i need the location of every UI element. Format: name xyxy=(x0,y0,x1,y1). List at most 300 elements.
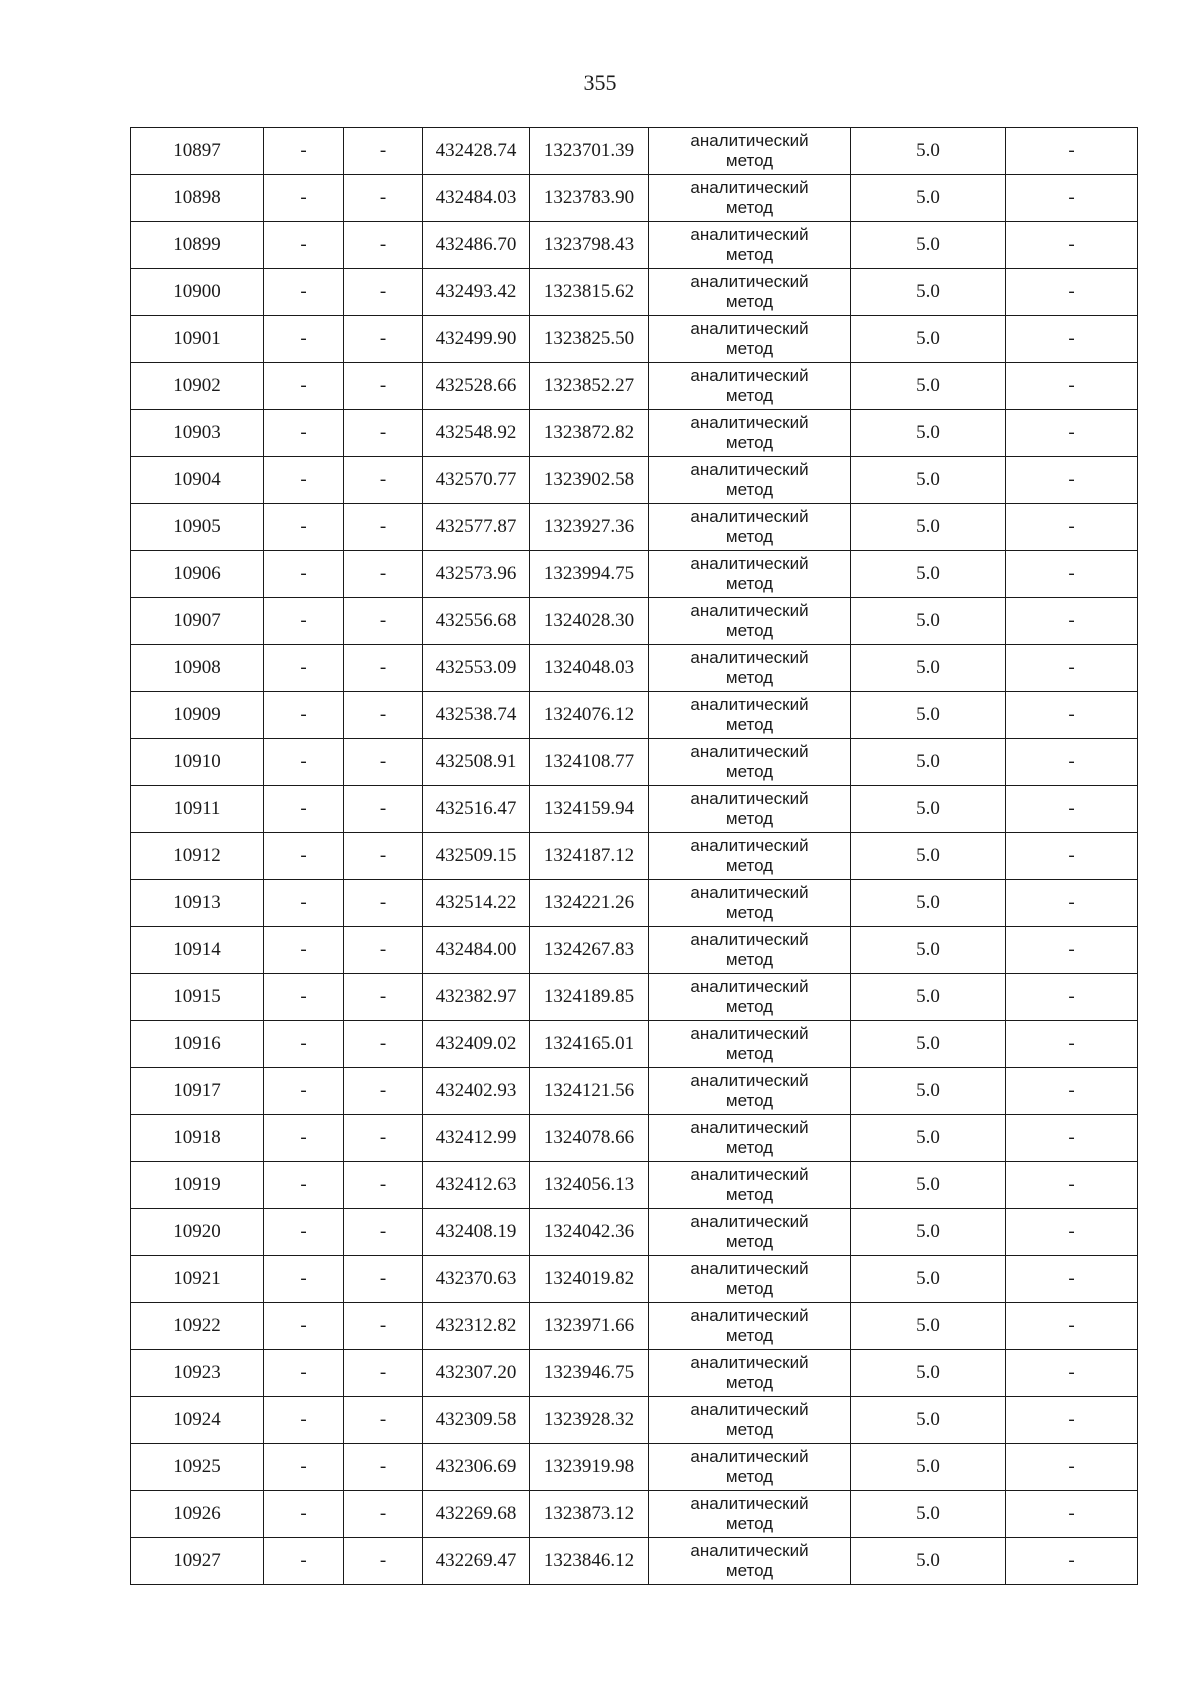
method-line-2: метод xyxy=(725,1514,774,1533)
empty-cell: - xyxy=(344,504,423,551)
method-line-2: метод xyxy=(725,997,774,1016)
method-line-2: метод xyxy=(725,903,774,922)
precision-cell: 5.0 xyxy=(851,1021,1006,1068)
method-cell xyxy=(649,1350,851,1397)
precision-cell: 5.0 xyxy=(851,1068,1006,1115)
method-line-2: метод xyxy=(725,480,774,499)
y-coordinate-cell: 1324189.85 xyxy=(530,974,649,1021)
x-coordinate-cell: 432402.93 xyxy=(423,1068,530,1115)
point-number-cell: 10921 xyxy=(131,1256,264,1303)
empty-cell: - xyxy=(1006,974,1138,1021)
table-row xyxy=(131,410,1138,457)
precision-cell: 5.0 xyxy=(851,316,1006,363)
method-line-1: аналитический xyxy=(690,601,809,620)
method-cell xyxy=(649,1021,851,1068)
table-row xyxy=(131,645,1138,692)
method-line-2: метод xyxy=(725,151,774,170)
table-row xyxy=(131,551,1138,598)
precision-cell: 5.0 xyxy=(851,128,1006,175)
y-coordinate-cell: 1323701.39 xyxy=(530,128,649,175)
x-coordinate-cell: 432548.92 xyxy=(423,410,530,457)
empty-cell: - xyxy=(1006,1256,1138,1303)
y-coordinate-cell: 1323994.75 xyxy=(530,551,649,598)
method-cell xyxy=(649,927,851,974)
precision-cell: 5.0 xyxy=(851,927,1006,974)
empty-cell: - xyxy=(344,786,423,833)
empty-cell: - xyxy=(1006,1350,1138,1397)
empty-cell: - xyxy=(344,833,423,880)
method-line-2: метод xyxy=(725,1185,774,1204)
table-row xyxy=(131,1397,1138,1444)
empty-cell: - xyxy=(344,551,423,598)
table-row xyxy=(131,786,1138,833)
x-coordinate-cell: 432412.99 xyxy=(423,1115,530,1162)
empty-cell: - xyxy=(264,222,344,269)
y-coordinate-cell: 1323902.58 xyxy=(530,457,649,504)
method-line-1: аналитический xyxy=(690,272,809,291)
empty-cell: - xyxy=(344,1256,423,1303)
x-coordinate-cell: 432309.58 xyxy=(423,1397,530,1444)
empty-cell: - xyxy=(1006,1538,1138,1585)
table-row xyxy=(131,1068,1138,1115)
method-cell xyxy=(649,1256,851,1303)
empty-cell: - xyxy=(264,551,344,598)
point-number-cell: 10903 xyxy=(131,410,264,457)
method-cell xyxy=(649,1444,851,1491)
precision-cell: 5.0 xyxy=(851,645,1006,692)
empty-cell: - xyxy=(1006,739,1138,786)
method-line-2: метод xyxy=(725,292,774,311)
point-number-cell: 10910 xyxy=(131,739,264,786)
method-line-1: аналитический xyxy=(690,225,809,244)
method-line-1: аналитический xyxy=(690,131,809,150)
precision-cell: 5.0 xyxy=(851,1444,1006,1491)
empty-cell: - xyxy=(344,1491,423,1538)
y-coordinate-cell: 1323927.36 xyxy=(530,504,649,551)
method-cell xyxy=(649,363,851,410)
table-row xyxy=(131,222,1138,269)
table-row xyxy=(131,1538,1138,1585)
point-number-cell: 10915 xyxy=(131,974,264,1021)
y-coordinate-cell: 1323873.12 xyxy=(530,1491,649,1538)
point-number-cell: 10923 xyxy=(131,1350,264,1397)
point-number-cell: 10926 xyxy=(131,1491,264,1538)
empty-cell: - xyxy=(264,1209,344,1256)
point-number-cell: 10920 xyxy=(131,1209,264,1256)
precision-cell: 5.0 xyxy=(851,1162,1006,1209)
y-coordinate-cell: 1323815.62 xyxy=(530,269,649,316)
x-coordinate-cell: 432370.63 xyxy=(423,1256,530,1303)
table-row xyxy=(131,927,1138,974)
method-line-1: аналитический xyxy=(690,1118,809,1137)
precision-cell: 5.0 xyxy=(851,1491,1006,1538)
empty-cell: - xyxy=(1006,927,1138,974)
x-coordinate-cell: 432553.09 xyxy=(423,645,530,692)
empty-cell: - xyxy=(264,1256,344,1303)
empty-cell: - xyxy=(344,598,423,645)
method-line-2: метод xyxy=(725,1420,774,1439)
method-cell xyxy=(649,974,851,1021)
point-number-cell: 10914 xyxy=(131,927,264,974)
table-row xyxy=(131,128,1138,175)
table-row xyxy=(131,880,1138,927)
table-row xyxy=(131,1303,1138,1350)
method-line-2: метод xyxy=(725,621,774,640)
empty-cell: - xyxy=(1006,1209,1138,1256)
method-cell xyxy=(649,1209,851,1256)
empty-cell: - xyxy=(1006,269,1138,316)
page-number: 355 xyxy=(583,70,617,95)
x-coordinate-cell: 432570.77 xyxy=(423,457,530,504)
method-cell xyxy=(649,1068,851,1115)
x-coordinate-cell: 432508.91 xyxy=(423,739,530,786)
method-line-2: метод xyxy=(725,1326,774,1345)
point-number-cell: 10909 xyxy=(131,692,264,739)
point-number-cell: 10904 xyxy=(131,457,264,504)
empty-cell: - xyxy=(344,1162,423,1209)
x-coordinate-cell: 432409.02 xyxy=(423,1021,530,1068)
method-cell xyxy=(649,692,851,739)
precision-cell: 5.0 xyxy=(851,692,1006,739)
empty-cell: - xyxy=(1006,1115,1138,1162)
empty-cell: - xyxy=(1006,692,1138,739)
y-coordinate-cell: 1324042.36 xyxy=(530,1209,649,1256)
method-line-2: метод xyxy=(725,1279,774,1298)
empty-cell: - xyxy=(264,786,344,833)
method-line-1: аналитический xyxy=(690,1071,809,1090)
precision-cell: 5.0 xyxy=(851,175,1006,222)
precision-cell: 5.0 xyxy=(851,833,1006,880)
empty-cell: - xyxy=(1006,1491,1138,1538)
precision-cell: 5.0 xyxy=(851,269,1006,316)
method-line-1: аналитический xyxy=(690,1353,809,1372)
precision-cell: 5.0 xyxy=(851,551,1006,598)
y-coordinate-cell: 1324028.30 xyxy=(530,598,649,645)
table-row xyxy=(131,504,1138,551)
empty-cell: - xyxy=(1006,175,1138,222)
point-number-cell: 10924 xyxy=(131,1397,264,1444)
empty-cell: - xyxy=(1006,598,1138,645)
method-cell xyxy=(649,1303,851,1350)
method-line-2: метод xyxy=(725,715,774,734)
x-coordinate-cell: 432269.68 xyxy=(423,1491,530,1538)
y-coordinate-cell: 1323872.82 xyxy=(530,410,649,457)
empty-cell: - xyxy=(1006,880,1138,927)
method-line-1: аналитический xyxy=(690,883,809,902)
method-line-2: метод xyxy=(725,1561,774,1580)
empty-cell: - xyxy=(264,1068,344,1115)
method-line-1: аналитический xyxy=(690,1494,809,1513)
method-cell xyxy=(649,1397,851,1444)
point-number-cell: 10905 xyxy=(131,504,264,551)
x-coordinate-cell: 432493.42 xyxy=(423,269,530,316)
empty-cell: - xyxy=(1006,363,1138,410)
point-number-cell: 10908 xyxy=(131,645,264,692)
x-coordinate-cell: 432528.66 xyxy=(423,363,530,410)
method-line-2: метод xyxy=(725,339,774,358)
empty-cell: - xyxy=(264,645,344,692)
method-cell xyxy=(649,410,851,457)
point-number-cell: 10927 xyxy=(131,1538,264,1585)
y-coordinate-cell: 1324019.82 xyxy=(530,1256,649,1303)
method-line-2: метод xyxy=(725,1091,774,1110)
point-number-cell: 10917 xyxy=(131,1068,264,1115)
x-coordinate-cell: 432573.96 xyxy=(423,551,530,598)
coordinates-table xyxy=(130,127,1138,1585)
precision-cell: 5.0 xyxy=(851,1538,1006,1585)
method-line-1: аналитический xyxy=(690,460,809,479)
table-row xyxy=(131,598,1138,645)
point-number-cell: 10900 xyxy=(131,269,264,316)
table-row xyxy=(131,363,1138,410)
point-number-cell: 10899 xyxy=(131,222,264,269)
empty-cell: - xyxy=(1006,1068,1138,1115)
method-line-2: метод xyxy=(725,1138,774,1157)
method-cell xyxy=(649,504,851,551)
point-number-cell: 10898 xyxy=(131,175,264,222)
method-line-1: аналитический xyxy=(690,413,809,432)
method-cell xyxy=(649,645,851,692)
point-number-cell: 10901 xyxy=(131,316,264,363)
precision-cell: 5.0 xyxy=(851,598,1006,645)
method-cell xyxy=(649,833,851,880)
empty-cell: - xyxy=(264,1444,344,1491)
method-line-2: метод xyxy=(725,386,774,405)
empty-cell: - xyxy=(344,1115,423,1162)
empty-cell: - xyxy=(264,1538,344,1585)
point-number-cell: 10902 xyxy=(131,363,264,410)
y-coordinate-cell: 1324165.01 xyxy=(530,1021,649,1068)
empty-cell: - xyxy=(264,504,344,551)
method-line-1: аналитический xyxy=(690,930,809,949)
point-number-cell: 10906 xyxy=(131,551,264,598)
method-line-2: метод xyxy=(725,809,774,828)
y-coordinate-cell: 1324221.26 xyxy=(530,880,649,927)
method-line-1: аналитический xyxy=(690,695,809,714)
method-cell xyxy=(649,269,851,316)
empty-cell: - xyxy=(1006,1303,1138,1350)
table-row xyxy=(131,1350,1138,1397)
method-line-2: метод xyxy=(725,856,774,875)
precision-cell: 5.0 xyxy=(851,880,1006,927)
x-coordinate-cell: 432408.19 xyxy=(423,1209,530,1256)
empty-cell: - xyxy=(344,974,423,1021)
table-row xyxy=(131,1021,1138,1068)
point-number-cell: 10913 xyxy=(131,880,264,927)
empty-cell: - xyxy=(1006,1397,1138,1444)
empty-cell: - xyxy=(344,457,423,504)
empty-cell: - xyxy=(264,1115,344,1162)
precision-cell: 5.0 xyxy=(851,410,1006,457)
empty-cell: - xyxy=(1006,410,1138,457)
x-coordinate-cell: 432514.22 xyxy=(423,880,530,927)
y-coordinate-cell: 1324076.12 xyxy=(530,692,649,739)
table-row xyxy=(131,1162,1138,1209)
method-cell xyxy=(649,551,851,598)
empty-cell: - xyxy=(344,1021,423,1068)
point-number-cell: 10912 xyxy=(131,833,264,880)
method-cell xyxy=(649,1491,851,1538)
x-coordinate-cell: 432484.03 xyxy=(423,175,530,222)
empty-cell: - xyxy=(344,1068,423,1115)
y-coordinate-cell: 1324159.94 xyxy=(530,786,649,833)
y-coordinate-cell: 1324056.13 xyxy=(530,1162,649,1209)
precision-cell: 5.0 xyxy=(851,1209,1006,1256)
empty-cell: - xyxy=(344,269,423,316)
y-coordinate-cell: 1323846.12 xyxy=(530,1538,649,1585)
method-line-2: метод xyxy=(725,574,774,593)
empty-cell: - xyxy=(1006,551,1138,598)
empty-cell: - xyxy=(264,316,344,363)
point-number-cell: 10918 xyxy=(131,1115,264,1162)
method-line-1: аналитический xyxy=(690,648,809,667)
method-line-2: метод xyxy=(725,245,774,264)
method-line-1: аналитический xyxy=(690,1541,809,1560)
table-row xyxy=(131,692,1138,739)
method-cell xyxy=(649,457,851,504)
empty-cell: - xyxy=(264,269,344,316)
empty-cell: - xyxy=(264,974,344,1021)
x-coordinate-cell: 432269.47 xyxy=(423,1538,530,1585)
empty-cell: - xyxy=(1006,1162,1138,1209)
empty-cell: - xyxy=(264,1162,344,1209)
x-coordinate-cell: 432516.47 xyxy=(423,786,530,833)
empty-cell: - xyxy=(344,316,423,363)
empty-cell: - xyxy=(1006,128,1138,175)
x-coordinate-cell: 432306.69 xyxy=(423,1444,530,1491)
method-line-1: аналитический xyxy=(690,1212,809,1231)
method-cell xyxy=(649,222,851,269)
empty-cell: - xyxy=(1006,1444,1138,1491)
empty-cell: - xyxy=(264,1303,344,1350)
y-coordinate-cell: 1323946.75 xyxy=(530,1350,649,1397)
method-cell xyxy=(649,175,851,222)
table-row xyxy=(131,833,1138,880)
method-line-2: метод xyxy=(725,950,774,969)
method-cell xyxy=(649,1115,851,1162)
method-line-1: аналитический xyxy=(690,1447,809,1466)
x-coordinate-cell: 432312.82 xyxy=(423,1303,530,1350)
empty-cell: - xyxy=(264,833,344,880)
point-number-cell: 10919 xyxy=(131,1162,264,1209)
precision-cell: 5.0 xyxy=(851,786,1006,833)
y-coordinate-cell: 1324078.66 xyxy=(530,1115,649,1162)
empty-cell: - xyxy=(344,175,423,222)
method-line-1: аналитический xyxy=(690,1165,809,1184)
method-cell xyxy=(649,316,851,363)
empty-cell: - xyxy=(1006,316,1138,363)
table-row xyxy=(131,1256,1138,1303)
x-coordinate-cell: 432499.90 xyxy=(423,316,530,363)
empty-cell: - xyxy=(1006,1021,1138,1068)
y-coordinate-cell: 1323825.50 xyxy=(530,316,649,363)
empty-cell: - xyxy=(264,1397,344,1444)
empty-cell: - xyxy=(264,410,344,457)
empty-cell: - xyxy=(1006,504,1138,551)
method-line-1: аналитический xyxy=(690,789,809,808)
empty-cell: - xyxy=(344,880,423,927)
y-coordinate-cell: 1323852.27 xyxy=(530,363,649,410)
empty-cell: - xyxy=(344,739,423,786)
method-cell xyxy=(649,1538,851,1585)
point-number-cell: 10907 xyxy=(131,598,264,645)
precision-cell: 5.0 xyxy=(851,1303,1006,1350)
table-row xyxy=(131,1209,1138,1256)
empty-cell: - xyxy=(344,410,423,457)
method-line-2: метод xyxy=(725,1467,774,1486)
method-cell xyxy=(649,786,851,833)
y-coordinate-cell: 1324108.77 xyxy=(530,739,649,786)
method-line-1: аналитический xyxy=(690,742,809,761)
y-coordinate-cell: 1324121.56 xyxy=(530,1068,649,1115)
method-line-2: метод xyxy=(725,433,774,452)
empty-cell: - xyxy=(344,692,423,739)
empty-cell: - xyxy=(344,363,423,410)
method-line-2: метод xyxy=(725,668,774,687)
x-coordinate-cell: 432509.15 xyxy=(423,833,530,880)
empty-cell: - xyxy=(344,128,423,175)
method-line-1: аналитический xyxy=(690,1400,809,1419)
empty-cell: - xyxy=(264,1491,344,1538)
empty-cell: - xyxy=(264,927,344,974)
y-coordinate-cell: 1324187.12 xyxy=(530,833,649,880)
precision-cell: 5.0 xyxy=(851,974,1006,1021)
table-row xyxy=(131,974,1138,1021)
y-coordinate-cell: 1324267.83 xyxy=(530,927,649,974)
y-coordinate-cell: 1323798.43 xyxy=(530,222,649,269)
precision-cell: 5.0 xyxy=(851,504,1006,551)
method-line-1: аналитический xyxy=(690,1024,809,1043)
x-coordinate-cell: 432428.74 xyxy=(423,128,530,175)
method-cell xyxy=(649,1162,851,1209)
table-row xyxy=(131,457,1138,504)
empty-cell: - xyxy=(1006,786,1138,833)
precision-cell: 5.0 xyxy=(851,222,1006,269)
empty-cell: - xyxy=(1006,457,1138,504)
precision-cell: 5.0 xyxy=(851,363,1006,410)
table-row xyxy=(131,175,1138,222)
empty-cell: - xyxy=(264,739,344,786)
table-body xyxy=(131,128,1138,1585)
empty-cell: - xyxy=(1006,833,1138,880)
method-line-1: аналитический xyxy=(690,1306,809,1325)
empty-cell: - xyxy=(264,1021,344,1068)
method-line-1: аналитический xyxy=(690,977,809,996)
point-number-cell: 10922 xyxy=(131,1303,264,1350)
point-number-cell: 10897 xyxy=(131,128,264,175)
method-line-1: аналитический xyxy=(690,507,809,526)
empty-cell: - xyxy=(344,927,423,974)
method-line-2: метод xyxy=(725,1044,774,1063)
empty-cell: - xyxy=(344,1209,423,1256)
table-row xyxy=(131,1491,1138,1538)
method-line-2: метод xyxy=(725,762,774,781)
x-coordinate-cell: 432486.70 xyxy=(423,222,530,269)
method-line-1: аналитический xyxy=(690,1259,809,1278)
method-line-1: аналитический xyxy=(690,554,809,573)
empty-cell: - xyxy=(1006,645,1138,692)
precision-cell: 5.0 xyxy=(851,1397,1006,1444)
table-row xyxy=(131,316,1138,363)
precision-cell: 5.0 xyxy=(851,1350,1006,1397)
y-coordinate-cell: 1323919.98 xyxy=(530,1444,649,1491)
empty-cell: - xyxy=(264,880,344,927)
method-cell xyxy=(649,739,851,786)
empty-cell: - xyxy=(264,1350,344,1397)
empty-cell: - xyxy=(264,128,344,175)
empty-cell: - xyxy=(344,645,423,692)
method-line-2: метод xyxy=(725,527,774,546)
